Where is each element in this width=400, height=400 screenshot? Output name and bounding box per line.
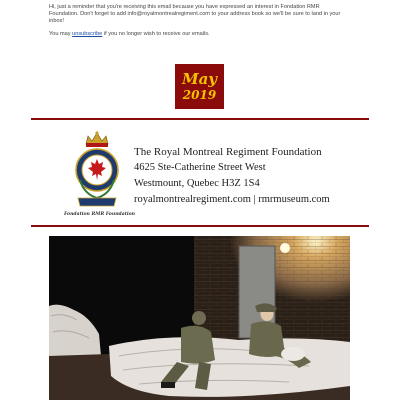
unsubscribe-link[interactable]: unsubscribe xyxy=(72,31,103,37)
unsubscribe-prefix: You may xyxy=(49,31,73,37)
divider-bottom xyxy=(31,225,369,227)
org-websites[interactable]: royalmontrealregiment.com | rmrmuseum.com xyxy=(134,194,330,205)
regiment-crest-icon xyxy=(74,130,120,210)
issue-month: May xyxy=(181,69,218,88)
preheader xyxy=(49,4,349,44)
crest-caption: Fondation RMR Foundation xyxy=(64,212,136,217)
unsubscribe-line xyxy=(49,31,349,38)
unsubscribe-suffix: if you no longer wish to receive our emails. xyxy=(102,31,210,37)
org-street: 4625 Ste-Catherine Street West xyxy=(134,162,266,173)
soldiers-sandbags-photo xyxy=(49,236,350,400)
divider-top xyxy=(31,118,369,120)
org-name: The Royal Montreal Regiment Foundation xyxy=(134,146,322,158)
issue-year: 2019 xyxy=(182,87,217,102)
issue-date-badge xyxy=(175,64,224,109)
org-address xyxy=(134,144,330,208)
preheader-message: Hi, just a reminder that you're receiving this email because you have expressed an interest in Fondation RMR Foundation. Don't forget to add info@royalmontrealregiment.com to your address book so we'll be sure to land in your inbox! xyxy=(49,4,341,24)
feature-photo xyxy=(49,236,350,400)
letterhead xyxy=(52,126,348,222)
org-city: Westmount, Quebec H3Z 1S4 xyxy=(134,178,260,189)
